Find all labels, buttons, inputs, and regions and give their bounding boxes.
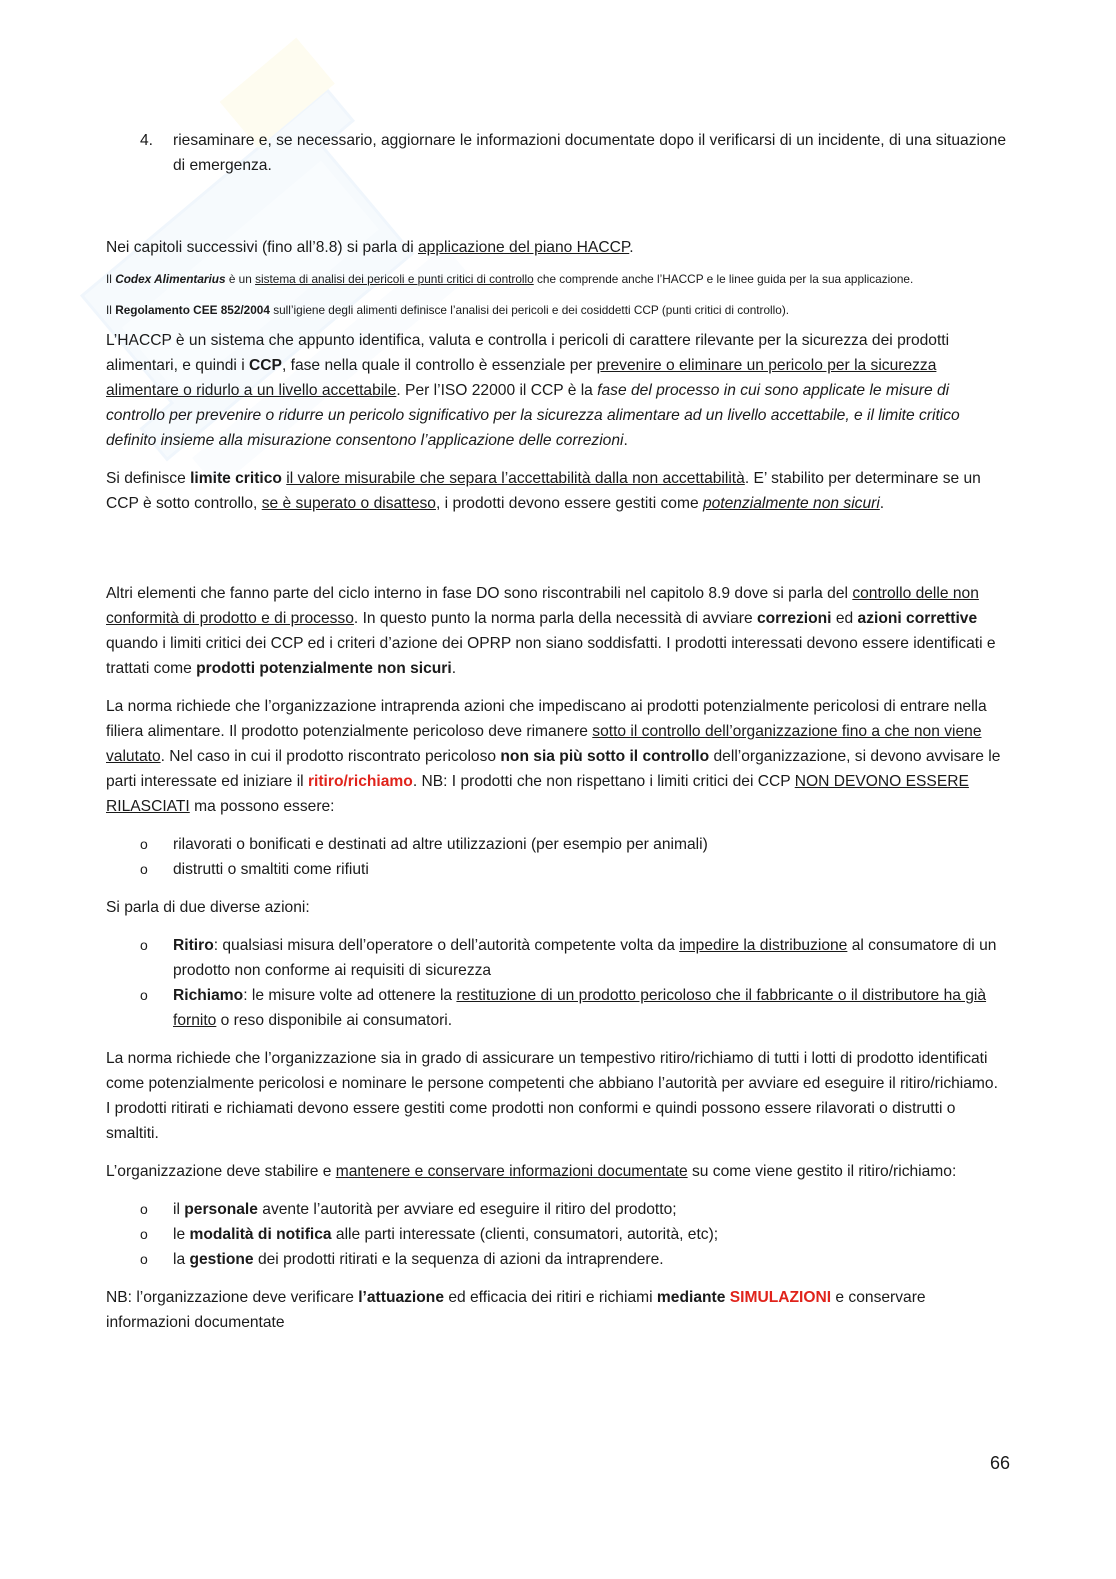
text: L’organizzazione deve stabilire e [106,1163,336,1180]
bold-text: prodotti potenzialmente non sicuri [196,660,452,677]
text: le [173,1226,190,1243]
paragraph-due-azioni: Si parla di due diverse azioni: [106,899,310,916]
text: . NB: I prodotti che non rispettano i limiti critici dei CCP [412,773,795,790]
text: Nei capitoli successivi (fino all’8.8) si parla di [106,239,418,256]
bold-text: gestione [189,1251,254,1268]
underlined-text: restituzione di un prodotto pericoloso che il fabbricante o il distributore ha già fornito [173,987,987,1029]
bold-text: mediante [656,1289,726,1306]
bold-text: Ritiro [173,937,214,954]
page-number: 66 [989,1453,1010,1473]
underlined-text: sotto il controllo dell’organizzazione fino a che non viene valutato [106,723,982,765]
text: sull’igiene degli alimenti definisce l’analisi dei pericoli e dei cosiddetti CCP (punti critici di controllo). [269,303,790,317]
list-item-text: rilavorati o bonificati e destinati ad altre utilizzazioni (per esempio per animali) [173,836,708,853]
text: . Per l’ISO 22000 il CCP è la [396,382,598,399]
text: al consumatore di un prodotto non conforme ai requisiti di sicurezza [173,937,997,979]
text: o reso disponibile ai consumatori. [216,1012,453,1029]
text: è un [225,272,256,286]
paragraph-haccp [106,328,1006,453]
underlined-text: se è superato o disatteso [261,495,436,512]
underlined-text: NON DEVONO ESSERE RILASCIATI [106,773,969,815]
bullet-icon: o [140,861,148,877]
bullet-icon: o [140,1251,148,1267]
red-highlight-text: ritiro/richiamo [307,773,413,790]
underlined-text: prevenire o eliminare un pericolo per la sicurezza alimentare o ridurlo a un livello accettabile [106,357,937,399]
text: Il [106,303,116,317]
bullet-list-destinazioni [106,832,1006,882]
text: . [451,660,457,677]
bullet-icon: o [140,1201,148,1217]
text: avente l’autorità per avviare ed eseguire il ritiro del prodotto; [257,1201,677,1218]
text: . E’ stabilito per determinare se un CCP è sotto controllo, [106,470,981,512]
list-number: 4. [140,132,154,149]
bold-text: non sia più sotto il controllo [500,748,710,765]
bullet-icon: o [140,987,148,1003]
text: Si definisce [106,470,191,487]
text: e conservare informazioni documentate [106,1289,926,1331]
text: NB: l’organizzazione deve verificare [106,1289,359,1306]
text: il [173,1201,185,1218]
paragraph-codex [106,270,1006,289]
numbered-list-item [106,128,1006,178]
paragraph-organizzazione [106,1159,1006,1184]
bold-text: CCP [249,357,282,374]
text: dei prodotti ritirati e la sequenza di azioni da intraprendere. [253,1251,664,1268]
text: . [879,495,885,512]
list-item [106,1197,1006,1222]
text: L’HACCP è un sistema che appunto identifica, valuta e controlla i pericoli di carattere rilevante per la sicurezza dei prodotti alimentari, e quindi i [106,332,950,374]
text: Altri elementi che fanno parte del ciclo interno in fase DO sono riscontrabili nel capitolo 8.9 dove si parla del [106,585,853,602]
bold-text: Richiamo [173,987,244,1004]
text: . [629,239,634,256]
text: alle parti interessate (clienti, consumatori, autorità, etc); [331,1226,719,1243]
text: : qualsiasi misura dell’operatore o dell’autorità competente volta da [213,937,680,954]
bold-italic-text: Codex Alimentarius [115,272,226,286]
text: . Nel caso in cui il prodotto riscontrato pericoloso [160,748,501,765]
list-item-text: distrutti o smaltiti come rifiuti [173,861,369,878]
bullet-list-gestione [106,1197,1006,1272]
bullet-icon: o [140,937,148,953]
italic-text: fase del processo in cui sono applicate le misure di controllo per prevenire o ridurre un pericolo significativo per la sicurezza alimentare ad un livello accettabile, e il limite critico definito insieme alla misurazione consentono l’applicazione delle correzioni [106,382,960,449]
text: , fase nella quale il controllo è essenziale per [281,357,597,374]
bullet-list-azioni [106,933,1006,1033]
bold-text: Regolamento CEE 852/2004 [115,303,270,317]
bullet-icon: o [140,1226,148,1242]
list-item-ritiro [106,933,1006,983]
bold-text: l’attuazione [358,1289,444,1306]
text: dell’organizzazione, si devono avvisare le parti interessate ed iniziare il [106,748,1001,790]
bold-text: correzioni [756,610,832,627]
text: che comprende anche l’HACCP e le linee guida per la sua applicazione. [533,272,914,286]
text: quando i limiti critici dei CCP ed i criteri d’azione dei OPRP non siano soddisfatti. I prodotti interessati devono essere identificati e trattati come [106,635,996,677]
paragraph-ritiro-tempestivo: La norma richiede che l’organizzazione sia in grado di assicurare un tempestivo ritiro/richiamo di tutti i lotti di prodotto identificati come potenzialmente pericolosi e nominare le persone competenti che abbiano l’autorità per avviare ed eseguire il ritiro/richiamo. I prodotti ritirati e richiamati devono essere gestiti come prodotti non conformi e quindi possono essere rilavorati o distrutti o smaltiti. [106,1050,998,1142]
paragraph-altri-elementi [106,581,1006,681]
paragraph-nb-simulazioni [106,1285,1006,1335]
underlined-text: controllo delle non conformità di prodotto e di processo [106,585,979,627]
text: Il [106,272,116,286]
list-item [106,857,1006,882]
underlined-italic-text: potenzialmente non sicuri [702,495,880,512]
text: . In questo punto la norma parla della necessità di avviare [353,610,757,627]
list-item [106,1222,1006,1247]
underlined-text: sistema di analisi dei pericoli e punti critici di controllo [255,272,534,286]
list-item-text: riesaminare e, se necessario, aggiornare le informazioni documentate dopo il verificarsi di un incidente, di una situazione di emergenza. [173,132,1006,174]
list-item [106,832,1006,857]
list-item-richiamo [106,983,1006,1033]
underlined-text: applicazione del piano HACCP [418,239,630,256]
bold-text: modalità di notifica [189,1226,332,1243]
page-content [106,128,1006,1348]
bullet-icon: o [140,836,148,852]
underlined-text: il valore misurabile che separa l’accettabilità dalla non accettabilità [286,470,745,487]
bold-text: azioni correttive [857,610,978,627]
underlined-text: impedire la distribuzione [679,937,848,954]
text: su come viene gestito il ritiro/richiamo: [687,1163,957,1180]
text: ma possono essere: [189,798,335,815]
paragraph-capitoli [106,235,1006,260]
text: : le misure volte ad ottenere la [243,987,457,1004]
bold-text: limite critico [190,470,282,487]
text: , i prodotti devono essere gestiti come [435,495,703,512]
text: la [173,1251,190,1268]
text: ed [831,610,858,627]
list-item [106,1247,1006,1272]
text: La norma richiede che l’organizzazione intraprenda azioni che impediscano ai prodotti potenzialmente pericolosi di entrare nella filiera alimentare. Il prodotto potenzialmente pericoloso deve rimanere [106,698,987,740]
bold-text: personale [184,1201,258,1218]
paragraph-regolamento [106,301,1006,320]
underlined-text: mantenere e conservare informazioni documentate [335,1163,688,1180]
paragraph-norma-richiede [106,694,1006,819]
text: . [623,432,628,449]
text: ed efficacia dei ritiri e richiami [444,1289,657,1306]
paragraph-limite-critico [106,466,1006,516]
red-highlight-text: SIMULAZIONI [729,1289,832,1306]
